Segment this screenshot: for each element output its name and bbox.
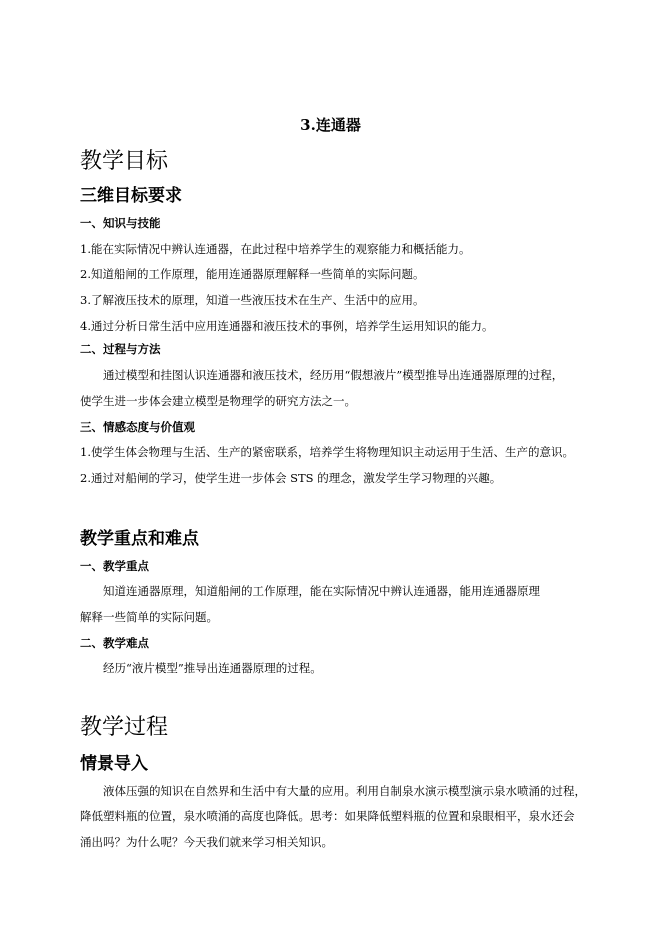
paragraph-line: 通过模型和挂图认识连通器和液压技术，经历用“假想液片”模型推导出连通器原理的过程， xyxy=(103,368,564,382)
part-title-difficulties: 二、教学难点 xyxy=(80,636,149,650)
list-item: 2.通过对船闸的学习，使学生进一步体会 STS 的理念，激发学生学习物理的兴趣。 xyxy=(80,471,502,485)
list-item: 4.通过分析日常生活中应用连通器和液压技术的事例，培养学生运用知识的能力。 xyxy=(80,319,494,333)
list-item: 1.能在实际情况中辨认连通器，在此过程中培养学生的观察能力和概括能力。 xyxy=(80,242,471,256)
paragraph-line: 降低塑料瓶的位置，泉水喷涌的高度也降低。思考：如果降低塑料瓶的位置和泉眼相平，泉水还会 xyxy=(80,809,575,823)
part-title-key-points: 一、教学重点 xyxy=(80,559,149,573)
list-item: 3.了解液压技术的原理，知道一些液压技术在生产、生活中的应用。 xyxy=(80,293,425,307)
section-heading-key-points: 教学重点和难点 xyxy=(80,529,199,549)
paragraph-line: 知道连通器原理，知道船闸的工作原理，能在实际情况中辨认连通器，能用连通器原理 xyxy=(103,584,540,598)
paragraph-line: 液体压强的知识在自然界和生活中有大量的应用。利用自制泉水演示模型演示泉水喷涌的过程， xyxy=(103,784,586,798)
subheading-three-dimensional-goals: 三维目标要求 xyxy=(80,186,182,206)
list-item: 1.使学生体会物理与生活、生产的紧密联系，培养学生将物理知识主动运用于生活、生产的意识。 xyxy=(80,445,574,459)
part-title-process-methods: 二、过程与方法 xyxy=(80,342,161,356)
paragraph-line: 解释一些简单的实际问题。 xyxy=(80,610,218,624)
paragraph-line: 经历“液片模型”推导出连通器原理的过程。 xyxy=(103,661,322,675)
part-title-knowledge-skills: 一、知识与技能 xyxy=(80,216,161,230)
section-heading-teaching-process: 教学过程 xyxy=(80,715,169,740)
part-title-emotional-values: 三、情感态度与价值观 xyxy=(80,420,195,434)
subheading-scenario-intro: 情景导入 xyxy=(80,754,148,774)
list-item: 2.知道船闸的工作原理，能用连通器原理解释一些简单的实际问题。 xyxy=(80,267,425,281)
document-title: 3.连通器 xyxy=(300,116,361,134)
section-heading-objectives: 教学目标 xyxy=(80,149,169,174)
paragraph-line: 使学生进一步体会建立模型是物理学的研究方法之一。 xyxy=(80,394,356,408)
paragraph-line: 涌出吗？为什么呢？今天我们就来学习相关知识。 xyxy=(80,835,333,849)
